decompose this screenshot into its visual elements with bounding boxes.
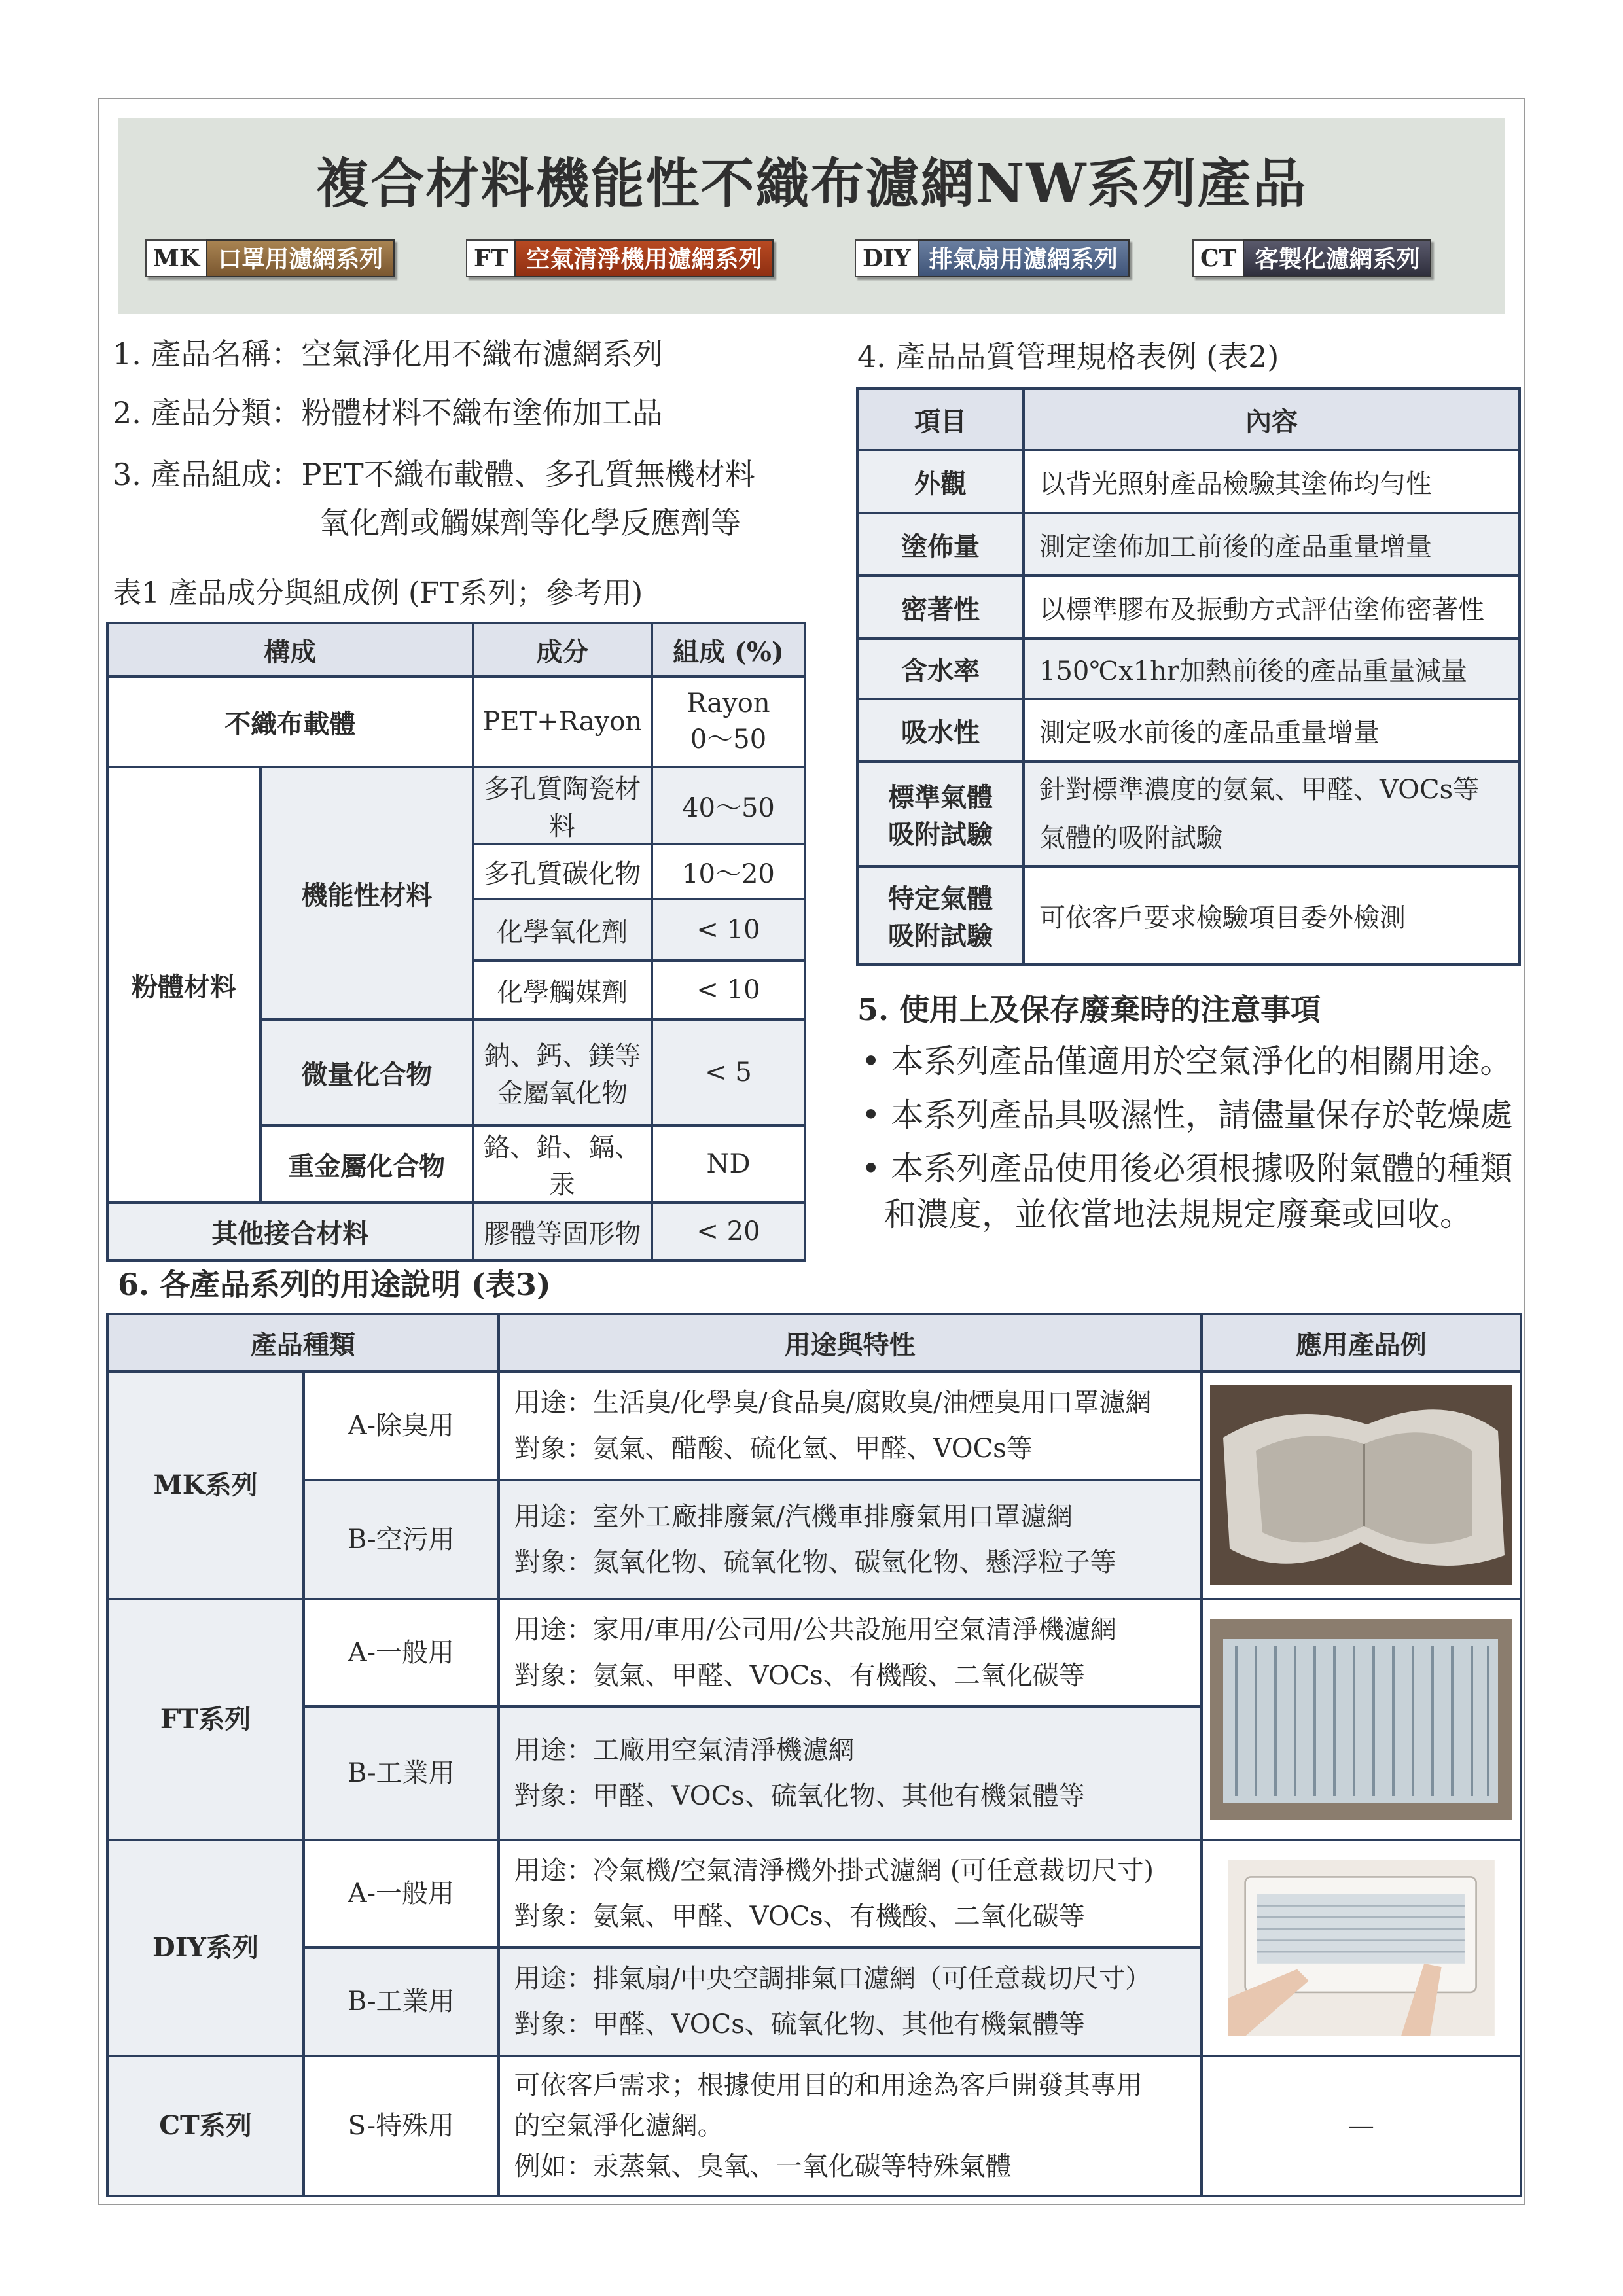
cell: B-工業用 [304,1706,499,1840]
page-title: 複合材料機能性不織布濾網NW系列產品 [315,152,1308,215]
th: 內容 [1024,389,1520,450]
cell: A-除臭用 [304,1371,499,1480]
cell: < 10 [652,961,805,1019]
mask-photo [1210,1385,1512,1585]
cell: ND [652,1125,805,1203]
cell: 化學觸媒劑 [473,961,652,1019]
filter-photo-cell [1202,1599,1521,1840]
cell: 吸水性 [857,699,1024,762]
cell-line: 用途：排氣扇/中央空調排氣口濾網（可任意裁切尺寸） [514,1964,1152,1994]
cell-line: 對象：甲醛、VOCs、硫氧化物、其他有機氣體等 [514,2009,1085,2040]
note-2: • 本系列產品具吸濕性，請儘量保存於乾燥處 [861,1096,1513,1134]
cell: 化學氧化劑 [473,899,652,961]
cell [499,1706,1202,1840]
cell: 重金屬化合物 [260,1125,473,1203]
cell: DIY系列 [107,1840,304,2056]
badge-ct: CT 客製化濾網系列 [1192,239,1431,277]
cell-line: 標準氣體 [888,782,993,813]
cell: 含水率 [857,639,1024,699]
cell [499,1480,1202,1599]
composition-table [106,622,806,1262]
quality-table [856,387,1521,966]
cell-line: 用途：家用/車用/公司用/公共設施用空氣清淨機濾網 [514,1615,1117,1645]
th: 應用產品例 [1202,1314,1521,1371]
cell-line: Rayon [687,688,770,718]
cell: 粉體材料 [107,767,260,1203]
notes-title: 5. 使用上及保存廢棄時的注意事項 [857,992,1321,1027]
product-composition-cont: 氧化劑或觸媒劑等化學反應劑等 [319,505,741,540]
cell-line: 鈉、鈣、鎂等 [484,1041,641,1071]
cell-line: 針對標準濃度的氨氣、甲醛、VOCs等 [1039,775,1480,805]
th: 構成 [107,623,473,677]
th: 組成 (%) [652,623,805,677]
cell: 以背光照射產品檢驗其塗佈均勻性 [1024,450,1520,513]
cell: 可依客戶要求檢驗項目委外檢測 [1024,866,1520,964]
cell: 測定吸水前後的產品重量增量 [1024,699,1520,762]
badge-diy: DIY 排氣扇用濾網系列 [855,239,1130,277]
product-composition: 3. 產品組成：PET不織布載體、多孔質無機材料 [113,457,755,492]
cell: B-空污用 [304,1480,499,1599]
cell: PET+Rayon [473,677,652,767]
cell [473,1019,652,1125]
cell-line: 對象：氮氧化物、硫氧化物、碳氫化物、懸浮粒子等 [514,1547,1116,1578]
cell: 微量化合物 [260,1019,473,1125]
note-1: • 本系列產品僅適用於空氣淨化的相關用途。 [861,1042,1513,1080]
cell: < 5 [652,1019,805,1125]
cell: A-一般用 [304,1840,499,1947]
cell-line: 用途：室外工廠排廢氣/汽機車排廢氣用口罩濾網 [514,1502,1073,1532]
cell [499,1371,1202,1480]
cell [652,677,805,767]
cell-line: 可依客戶需求；根據使用目的和用途為客戶開發其專用 [514,2070,1143,2100]
cell: 膠體等固形物 [473,1203,652,1260]
cell: FT系列 [107,1599,304,1840]
cell-line: 例如：汞蒸氣、臭氧、一氧化碳等特殊氣體 [514,2151,1012,2181]
badge-mk: MK 口罩用濾網系列 [145,239,395,277]
cell: — [1202,2056,1521,2196]
cell: 鉻、鉛、鎘、汞 [473,1125,652,1203]
cell: 密著性 [857,576,1024,639]
cell: 塗佈量 [857,513,1024,576]
product-category: 2. 產品分類：粉體材料不織布塗佈加工品 [113,395,663,431]
cell-line: 對象：甲醛、VOCs、硫氧化物、其他有機氣體等 [514,1781,1085,1811]
cell: 外觀 [857,450,1024,513]
aircon-photo [1210,1860,1512,2036]
cell [499,2056,1202,2196]
cell [499,1599,1202,1706]
cell [857,762,1024,866]
cell-line: 對象：氨氣、醋酸、硫化氫、甲醛、VOCs等 [514,1434,1033,1464]
cell: 其他接合材料 [107,1203,473,1260]
cell [1024,762,1520,866]
table1-caption: 表1 產品成分與組成例 (FT系列；參考用) [113,576,643,610]
th: 產品種類 [107,1314,499,1371]
header-banner [118,118,1505,314]
cell-line: 對象：氨氣、甲醛、VOCs、有機酸、二氧化碳等 [514,1901,1085,1932]
series-table [106,1313,1522,2197]
note-3-cont: 和濃度，並依當地法規規定廢棄或回收。 [883,1195,1472,1233]
cell: 40～50 [652,767,805,844]
cell: 多孔質碳化物 [473,844,652,899]
cell: < 10 [652,899,805,961]
cell: < 20 [652,1203,805,1260]
cell [499,1947,1202,2056]
note-3: • 本系列產品使用後必須根據吸附氣體的種類 [861,1150,1513,1188]
table3-caption: 6. 各產品系列的用途說明 (表3) [118,1267,551,1302]
cell: S-特殊用 [304,2056,499,2196]
cell: 多孔質陶瓷材料 [473,767,652,844]
cell-line: 吸附試驗 [888,921,993,951]
cell-line: 金屬氧化物 [497,1078,628,1108]
cell-line: 吸附試驗 [888,819,993,850]
product-name: 1. 產品名稱：空氣淨化用不織布濾網系列 [113,336,663,372]
cell-line: 氣體的吸附試驗 [1039,823,1222,853]
th: 成分 [473,623,652,677]
cell-line: 用途：工廠用空氣清淨機濾網 [514,1735,855,1765]
aircon-photo-cell [1202,1840,1521,2056]
cell [857,866,1024,964]
cell-line: 的空氣淨化濾網。 [514,2111,724,2141]
cell-line: 用途：冷氣機/空氣清淨機外掛式濾網 (可任意裁切尺寸) [514,1856,1154,1886]
cell: 機能性材料 [260,767,473,1019]
cell: 測定塗佈加工前後的產品重量增量 [1024,513,1520,576]
cell: 10～20 [652,844,805,899]
cell: CT系列 [107,2056,304,2196]
cell: A-一般用 [304,1599,499,1706]
cell: 150℃x1hr加熱前後的產品重量減量 [1024,639,1520,699]
cell-line: 對象：氨氣、甲醛、VOCs、有機酸、二氧化碳等 [514,1661,1085,1691]
cell-line: 特定氣體 [888,883,993,914]
filter-photo [1210,1619,1512,1820]
cell: B-工業用 [304,1947,499,2056]
th: 用途與特性 [499,1314,1202,1371]
cell-line: 用途：生活臭/化學臭/食品臭/腐敗臭/油煙臭用口罩濾網 [514,1388,1152,1418]
mask-photo-cell [1202,1371,1521,1599]
cell: 不織布載體 [107,677,473,767]
badge-ft: FT 空氣清淨機用濾網系列 [466,239,774,277]
table2-caption: 4. 產品品質管理規格表例 (表2) [857,339,1279,374]
cell-line: 0～50 [690,724,767,754]
th: 項目 [857,389,1024,450]
cell: 以標準膠布及振動方式評估塗佈密著性 [1024,576,1520,639]
cell: MK系列 [107,1371,304,1599]
cell [499,1840,1202,1947]
